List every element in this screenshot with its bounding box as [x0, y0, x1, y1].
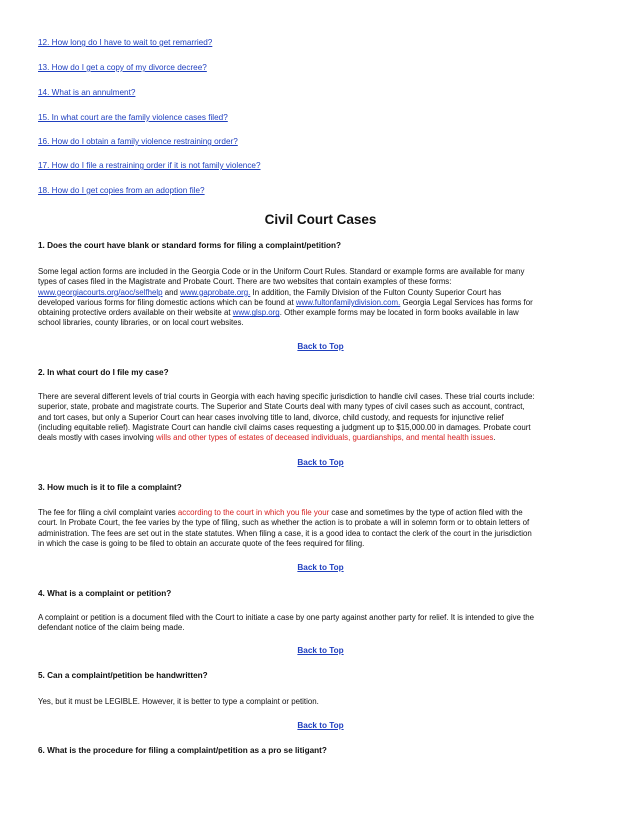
faq-link-12[interactable]: 12. How long do I have to wait to get remarried?: [38, 38, 213, 47]
answer-4-line: defendant notice of the claim being made.: [38, 623, 185, 633]
answer-5-line: Yes, but it must be LEGIBLE. However, it is better to type a complaint or petition.: [38, 697, 319, 706]
answer-5-text: [38, 697, 603, 707]
back-to-top-2: [38, 458, 603, 467]
answer-2-text-fragment: deals mostly with cases involving: [38, 433, 156, 443]
answer-2-line: superior, state, probate and magistrate courts. The Superior and State Courts deal with many types of civil cases such as account, contract,: [38, 402, 525, 412]
back-to-top-link[interactable]: Back to Top: [297, 458, 344, 467]
answer-4-text: [38, 613, 603, 634]
answer-1-text-fragment: . Other example forms may be located in form books available in law: [279, 308, 519, 318]
answer-3-text-fragment: case and sometimes by the type of action filed with the: [329, 508, 523, 517]
faq-link-14[interactable]: 14. What is an annulment?: [38, 88, 136, 97]
back-to-top-4: [38, 646, 603, 655]
answer-3-text: [38, 508, 603, 549]
answer-1-conjunction: and: [162, 287, 181, 297]
answer-2-line: (including equitable relief). Magistrate Court can handle civil claims cases requesting a judgment up to $15,000.00 in damages. Probate court: [38, 422, 531, 432]
answer-1-line: [38, 308, 603, 318]
answer-1-text-fragment: obtaining protective orders available on their website at: [38, 308, 233, 318]
fultonfamilydivision-link[interactable]: www.fultonfamilydivision.com.: [295, 297, 401, 307]
question-1-heading: 1. Does the court have blank or standard forms for filing a complaint/petition?: [38, 241, 341, 250]
faq-link-16[interactable]: 16. How do I obtain a family violence restraining order?: [38, 137, 238, 146]
back-to-top-1: [38, 342, 603, 351]
gaprobate-link[interactable]: www.gaprobate.org.: [180, 287, 251, 297]
georgiacourts-link[interactable]: www.georgiacourts.org/aoc/selfhelp: [38, 287, 163, 297]
answer-2-text-fragment: .: [493, 433, 496, 443]
faq-link-13[interactable]: 13. How do I get a copy of my divorce decree?: [38, 63, 207, 72]
answer-1-line: [38, 288, 603, 298]
highlighted-text: wills and other types of estates of deceased individuals, guardianships, and mental health issues: [155, 433, 494, 443]
answer-1-text-fragment: In addition, the Family Division of the Fulton County Superior Court has: [250, 287, 502, 297]
answer-1-line: [38, 298, 603, 308]
answer-1-line: school libraries, county libraries, or on local court websites.: [38, 318, 244, 328]
answer-1-line: types of cases filed in the Magistrate and Probate Court. There are two websites that contain examples of these forms:: [38, 277, 452, 287]
question-4-heading: 4. What is a complaint or petition?: [38, 589, 172, 598]
faq-link-18[interactable]: 18. How do I get copies from an adoption file?: [38, 186, 205, 195]
answer-4-line: A complaint or petition is a document filed with the Court to initiate a case by one party against another party for relief. It is intended to give the: [38, 613, 535, 622]
answer-3-line: [38, 508, 603, 518]
answer-1-text: [38, 267, 603, 329]
question-6-heading: 6. What is the procedure for filing a complaint/petition as a pro se litigant?: [38, 746, 327, 755]
back-to-top-3: [38, 563, 603, 572]
answer-3-text-fragment: The fee for filing a civil complaint varies: [38, 508, 178, 517]
answer-2-line: and tort cases, but only a Superior Court can hear cases involving title to land, divorce, child custody, and requests for injunctive relief: [38, 412, 504, 422]
back-to-top-5: [38, 721, 603, 730]
back-to-top-link[interactable]: Back to Top: [297, 646, 344, 655]
answer-1-text-fragment: developed various forms for filing domestic actions which can be found at: [38, 297, 296, 307]
faq-link-15[interactable]: 15. In what court are the family violence cases filed?: [38, 113, 228, 122]
faq-link-17[interactable]: 17. How do I file a restraining order if it is not family violence?: [38, 161, 261, 170]
back-to-top-link[interactable]: Back to Top: [297, 563, 344, 572]
answer-3-line: administration. The fees are set out in the state statutes. When filing a case, it is a good idea to contact the clerk of the court in the jurisdiction: [38, 528, 532, 538]
answer-2-text: [38, 392, 603, 443]
question-3-heading: 3. How much is it to file a complaint?: [38, 483, 182, 492]
glsp-link[interactable]: www.glsp.org: [232, 308, 280, 318]
answer-3-line: in which the case is going to be filed to obtain an accurate quote of the fees required for filing.: [38, 538, 365, 548]
answer-3-line: court. In Probate Court, the fee varies by the type of filing, such as whether the action is to probate a will in solemn form or to obtain letters of: [38, 518, 530, 528]
back-to-top-link[interactable]: Back to Top: [297, 342, 344, 351]
section-title: Civil Court Cases: [264, 212, 377, 227]
highlighted-text: according to the court in which you file your: [177, 508, 330, 517]
back-to-top-link[interactable]: Back to Top: [297, 721, 344, 730]
answer-1-line: Some legal action forms are included in the Georgia Code or in the Uniform Court Rules. Standard or example forms are available for many: [38, 267, 525, 276]
answer-2-line: [38, 433, 603, 443]
answer-2-line: There are several different levels of trial courts in Georgia with each having specific jurisdiction to handle civil cases. These trial courts include:: [38, 392, 535, 401]
answer-1-text-fragment: Georgia Legal Services has forms for: [400, 297, 533, 307]
question-2-heading: 2. In what court do I file my case?: [38, 368, 169, 377]
question-5-heading: 5. Can a complaint/petition be handwritten?: [38, 671, 208, 680]
